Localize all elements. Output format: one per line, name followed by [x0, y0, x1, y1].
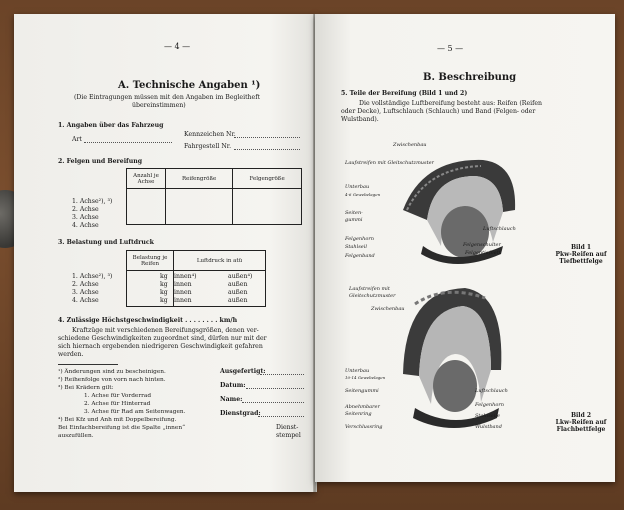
field-fahrgestell-line	[234, 149, 300, 150]
dienstgrad-line	[258, 416, 304, 417]
footnote: 1. Achse für Vorderrad	[84, 393, 152, 399]
field-kennzeichen-label: Kennzeichen Nr.	[184, 131, 236, 138]
ausgefertigt-line	[260, 374, 304, 375]
s4-text: Kraftzüge mit verschiedenen Bereifungsgrößen, denen ver-	[72, 327, 259, 334]
fig2-label: 10-14 Gewebelagen	[345, 375, 386, 380]
s2-row-2: 2. Achse	[72, 206, 99, 213]
datum-label: Datum:	[220, 382, 246, 389]
fig1-caption: Bild 1 Pkw-Reifen auf Tiefbettfelge	[555, 244, 607, 265]
section-1-heading: 1. Angaben über das Fahrzeug	[58, 122, 164, 129]
s5-text: oder Decke), Luftschlauch (Schlauch) und Band (Felgen- oder	[341, 108, 536, 115]
ausgefertigt-label: Ausgefertigt:	[220, 368, 266, 375]
s4-text: werden.	[58, 351, 84, 358]
aussen-label: außen	[228, 281, 248, 288]
fig1-label: Stahlseil	[345, 244, 367, 250]
footnote: ¹) Änderungen sind zu bescheinigen.	[58, 369, 166, 375]
dienststempel-label: stempel	[276, 432, 301, 439]
col-luftdruck: Luftdruck in atü	[174, 251, 266, 271]
col-anzahl: Anzahl je Achse	[127, 169, 166, 189]
car-tire-illustration	[393, 150, 521, 268]
aussen-label: außen	[228, 289, 248, 296]
footnote: ²) Reihenfolge von vorn nach hinten.	[58, 377, 166, 383]
section-3-heading: 3. Belastung und Luftdruck	[58, 239, 154, 246]
fig2-label: Felgenhorn	[475, 402, 504, 408]
dienstgrad-label: Dienstgrad:	[220, 410, 261, 417]
fig2-label: Luftschlauch	[475, 388, 508, 394]
fig2-label: Unterbau	[345, 368, 370, 374]
air-tube	[433, 360, 477, 412]
s3-row-3: 3. Achse	[72, 289, 99, 296]
s3-row-2: 2. Achse	[72, 281, 99, 288]
fig2-label: Laufstreifen mit	[349, 286, 390, 292]
s2-row-4: 4. Achse	[72, 222, 99, 229]
fig1-label: Felgenhorn	[345, 236, 374, 242]
fig2-label: Seitenring	[345, 411, 372, 417]
section-2-heading: 2. Felgen und Bereifung	[58, 158, 143, 165]
fig2-label: Verschlussring	[345, 424, 383, 430]
innen-label: innen	[174, 289, 192, 296]
fig2-label: Seitengummi	[345, 388, 379, 394]
page-number: — 5 —	[437, 44, 464, 53]
fig2-label: Zwischenbau	[371, 306, 405, 312]
field-kennzeichen-line	[234, 137, 300, 138]
kg-unit: kg	[160, 289, 168, 296]
footnote: 2. Achse für Hinterrad	[84, 401, 151, 407]
col-reifengroesse: Reifengröße	[166, 169, 233, 189]
name-label: Name:	[220, 396, 243, 403]
fig1-label: Felgenschulter	[463, 242, 501, 248]
fig1-label: 4-6 Gewebelagen	[345, 192, 381, 197]
footnote: ⁴) Bei Kfz und Anh mit Doppelbereifung.	[58, 417, 177, 423]
s5-text: Die vollständige Luftbereifung besteht aus: Reifen (Reifen	[359, 100, 543, 107]
s4-text: sich hiernach ergebenden niedrigeren Geschwindigkeit gefahren	[58, 343, 263, 350]
col-belastung: Belastung je Reifen	[127, 251, 174, 271]
kg-unit: kg	[160, 281, 168, 288]
fig1-label: Seiten-	[345, 210, 363, 216]
right-page	[315, 14, 615, 482]
fig2-label: Stahlseile	[475, 413, 500, 419]
col-felgengroesse: Felgengröße	[233, 169, 302, 189]
kg-unit: kg	[160, 297, 168, 304]
fig2-caption: Bild 2 Lkw-Reifen auf Flachbettfelge	[555, 412, 607, 433]
subtitle-line-2: übereinstimmen)	[132, 102, 186, 109]
s3-row-1: 1. Achse²), ³)	[72, 273, 113, 280]
innen-label: innen	[174, 297, 192, 304]
footnote: ³) Bei Krädern gilt:	[58, 385, 114, 391]
section-4-heading: 4. Zulässige Höchstgeschwindigkeit . . . . . . . . km/h	[58, 317, 238, 324]
fig1-label: Felgenband	[345, 253, 375, 259]
dienststempel-label: Dienst-	[276, 424, 299, 431]
fig2-label: Wulstband	[475, 424, 502, 430]
footnote: 3. Achse für Rad am Seitenwagen.	[84, 409, 186, 415]
s5-text: Wulstband).	[341, 116, 379, 123]
section-5-heading: 5. Teile der Bereifung (Bild 1 und 2)	[341, 90, 468, 97]
felgen-table	[126, 168, 302, 225]
fig2-label: Gleitschutzmuster	[349, 293, 396, 299]
page-title: A. Technische Angaben ¹)	[118, 80, 261, 91]
fig1-label: Laufstreifen mit Gleitschutzmuster	[345, 160, 434, 166]
innen-label: innen⁴)	[174, 273, 197, 280]
s3-row-4: 4. Achse	[72, 297, 99, 304]
fig1-label: Unterbau	[345, 184, 370, 190]
name-line	[242, 402, 304, 403]
innen-label: innen	[174, 281, 192, 288]
left-page	[14, 14, 315, 492]
fig1-label: gummi	[345, 217, 363, 223]
s4-text: schiedene Geschwindigkeiten zugeordnet sind, dürfen nur mit der	[58, 335, 267, 342]
footnote-rule	[58, 364, 118, 365]
field-art-label: Art	[72, 136, 82, 143]
field-fahrgestell-label: Fahrgestell Nr.	[184, 143, 232, 150]
footnote: Bei Einfachbereifung ist die Spalte „innen“	[58, 425, 186, 431]
field-art-line	[84, 142, 172, 143]
truck-tire-illustration	[395, 284, 507, 434]
subtitle-line-1: (Die Eintragungen müssen mit den Angaben im Begleitheft	[74, 94, 260, 101]
aussen-label: außen	[228, 297, 248, 304]
datum-line	[246, 388, 304, 389]
s2-row-3: 3. Achse	[72, 214, 99, 221]
footnote: auszufüllen.	[58, 433, 94, 439]
fig1-label: Felgentiefbett	[465, 250, 501, 256]
s2-row-1: 1. Achse²), ³)	[72, 198, 113, 205]
page-title: B. Beschreibung	[423, 72, 517, 83]
page-number: — 4 —	[164, 42, 191, 51]
fig2-label: Abnehmbarer	[345, 404, 380, 410]
fig1-label: Zwischenbau	[393, 142, 427, 148]
aussen-label: außen⁴)	[228, 273, 253, 280]
kg-unit: kg	[160, 273, 168, 280]
fig1-label: Luftschlauch	[483, 226, 516, 232]
